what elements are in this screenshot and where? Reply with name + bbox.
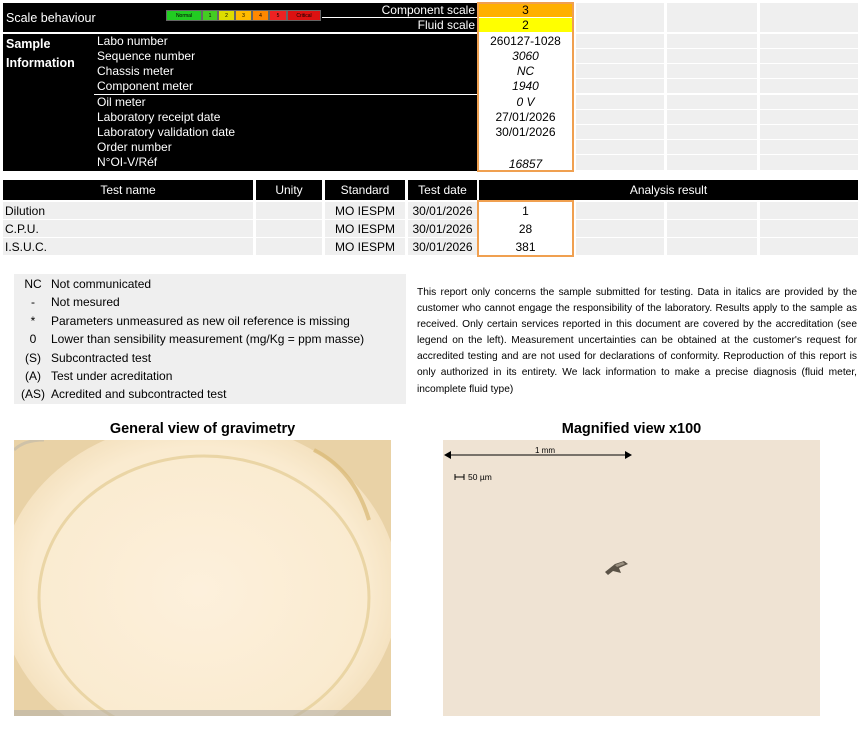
test-result: 1: [522, 204, 529, 218]
test-cell-bg: [667, 238, 757, 255]
scale-level-box: 4: [252, 10, 269, 21]
filler-cell: [760, 49, 858, 63]
test-name: I.S.U.C.: [5, 240, 48, 254]
component-scale-value: 3: [479, 3, 572, 17]
legend-item: [14, 275, 406, 293]
test-header-name: Test name: [100, 183, 156, 197]
filler-cell: [667, 140, 757, 154]
sample-field-value: 3060: [512, 49, 539, 63]
test-cell-bg: [760, 220, 858, 237]
test-result: 381: [515, 240, 536, 254]
filler-cell: [667, 155, 757, 170]
legend-item: [14, 349, 406, 367]
legend-code: -: [31, 295, 35, 310]
scale-behaviour-label: Scale behaviour: [6, 11, 96, 25]
test-cell-bg: [576, 220, 664, 237]
filler-cell: [760, 140, 858, 154]
legend-text: Parameters unmeasured as new oil reference is missing: [51, 313, 350, 328]
test-cell-bg: [576, 238, 664, 255]
membrane-bottom-edge: [14, 710, 391, 716]
test-standard: MO IESPM: [334, 204, 395, 218]
legend-code: 0: [29, 332, 37, 347]
test-name: Dilution: [5, 204, 46, 218]
sample-field-label: Oil meter: [97, 95, 146, 109]
test-standard: MO IESPM: [334, 240, 395, 254]
test-cell-bg: [256, 220, 322, 237]
test-cell-bg: [667, 220, 757, 237]
legend-item: [14, 330, 406, 348]
legend-text: Not mesured: [51, 295, 120, 310]
test-standard: MO IESPM: [334, 222, 395, 236]
test-cell-bg: [256, 202, 322, 219]
test-header-unity: Unity: [275, 183, 303, 197]
filler-cell: [667, 95, 757, 109]
test-name: C.P.U.: [5, 222, 39, 236]
test-date: 30/01/2026: [412, 204, 473, 218]
filler-cell: [667, 125, 757, 139]
legend-item: [14, 312, 406, 330]
legend-item: [14, 293, 406, 311]
sample-field-value: NC: [516, 64, 535, 78]
legend-text: Not communicated: [51, 277, 152, 291]
filler-cell: [576, 155, 664, 170]
test-cell-bg: [256, 238, 322, 255]
scale-level-box: 5: [269, 10, 287, 21]
test-cell-bg: [667, 202, 757, 219]
legend-text: Lower than sensibility measurement (mg/Kg = ppm masse): [51, 332, 365, 347]
sample-field-value: 27/01/2026: [495, 110, 556, 124]
legend-item: [14, 385, 406, 403]
fluid-scale-label: Fluid scale: [417, 18, 475, 32]
filler-cell: [760, 155, 858, 170]
filler-cell: [760, 125, 858, 139]
test-cell-bg: [3, 220, 253, 237]
filler-cell: [667, 79, 757, 93]
sample-field-label: Component meter: [97, 79, 194, 93]
scale-level-box: Normal: [166, 10, 202, 21]
test-header-result: Analysis result: [629, 183, 708, 197]
filler-cell: [760, 110, 858, 124]
scale-50um-label: 50 µm: [468, 472, 492, 482]
filler-cell: [576, 3, 664, 32]
sample-field-value: 0 V: [516, 95, 535, 109]
right-photo-title: Magnified view x100: [561, 421, 702, 437]
magnified-view-image: [443, 440, 820, 716]
filler-cell: [667, 3, 757, 32]
filler-cell: [667, 34, 757, 48]
sample-field-label: Order number: [97, 140, 172, 154]
filler-cell: [576, 49, 664, 63]
sample-label-cell: [94, 95, 477, 110]
test-cell-bg: [760, 202, 858, 219]
test-cell-bg: [576, 202, 664, 219]
test-date: 30/01/2026: [412, 222, 473, 236]
disclaimer-text: This report only concerns the sample submitted for testing. Data in italics are provided by the customer who cannot engage the responsibility of the laboratory. Results apply to the sample as received. Only certain services reported in this document are covered by the accreditation (see legend on the left). Measurement uncertainties can be obtained at the customer's request for accredited testing and are not used for declarations of conformity. Reproduction of this report is only authorized in its entirety. We lack information to make a precise diagnosis (fluid meter, incomplete fluid type): [417, 287, 857, 395]
legend-code: (A): [25, 369, 41, 383]
component-scale-label: Component scale: [381, 3, 475, 17]
sample-field-label: N°OI-V/Réf: [97, 155, 158, 169]
filler-cell: [576, 110, 664, 124]
scale-level-box: 1: [202, 10, 218, 21]
magnified-background: [443, 440, 820, 716]
sample-field-value: 16857: [508, 157, 543, 171]
sample-field-value: 1940: [512, 79, 539, 93]
test-cell-bg: [760, 238, 858, 255]
scale-level-box: Critical: [287, 10, 321, 21]
sample-field-label: Sequence number: [97, 49, 196, 63]
sample-field-label: Labo number: [97, 34, 168, 48]
gravimetry-membrane-image: [14, 440, 391, 716]
legend-code: *: [30, 313, 36, 328]
scale-level-box: 3: [235, 10, 252, 21]
filler-cell: [760, 79, 858, 93]
filler-cell: [667, 49, 757, 63]
filler-cell: [576, 125, 664, 139]
scale-level-box: 2: [218, 10, 235, 21]
filler-cell: [576, 79, 664, 93]
fluid-scale-value: 2: [479, 18, 572, 32]
membrane-disc: [14, 440, 391, 716]
filler-cell: [576, 140, 664, 154]
filler-cell: [760, 95, 858, 109]
legend-code: NC: [24, 277, 42, 291]
sample-field-value: 30/01/2026: [495, 125, 556, 139]
legend-text: Acredited and subcontracted test: [51, 387, 227, 402]
test-header-date: Test date: [418, 183, 467, 197]
scale-1mm-label: 1 mm: [535, 446, 555, 455]
sample-field-label: Laboratory validation date: [97, 125, 236, 139]
sample-field-value: 260127-1028: [490, 34, 561, 48]
test-date: 30/01/2026: [412, 240, 473, 254]
filler-cell: [576, 34, 664, 48]
filler-cell: [760, 34, 858, 48]
left-photo-title: General view of gravimetry: [109, 421, 296, 437]
legend-code: (S): [25, 350, 41, 365]
legend-text: Subcontracted test: [51, 350, 152, 365]
legend-text: Test under acreditation: [51, 369, 173, 383]
filler-cell: [667, 64, 757, 78]
filler-cell: [760, 3, 858, 32]
filler-cell: [667, 110, 757, 124]
legend-code: (AS): [21, 387, 45, 402]
filler-cell: [576, 95, 664, 109]
test-result: 28: [518, 222, 533, 236]
sample-field-label: Chassis meter: [97, 64, 174, 78]
filler-cell: [760, 64, 858, 78]
legend-item: [14, 367, 406, 385]
sample-field-label: Laboratory receipt date: [97, 110, 221, 124]
sample-info-header: Sample Information: [6, 37, 75, 70]
test-header-standard: Standard: [340, 183, 390, 197]
filler-cell: [576, 64, 664, 78]
